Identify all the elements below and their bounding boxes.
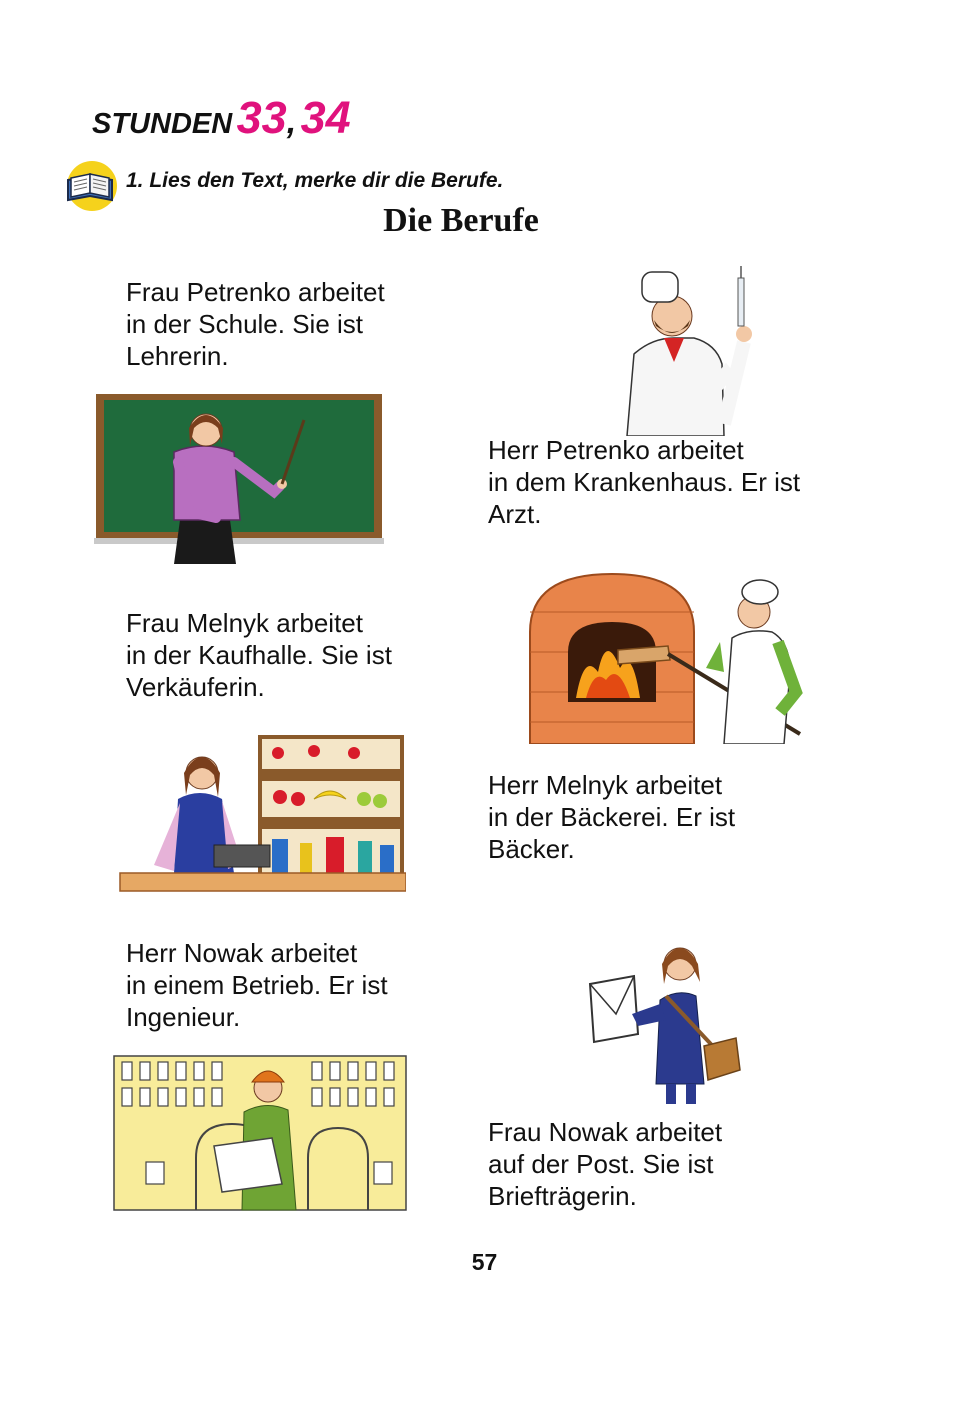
- paragraph-baker: [488, 769, 858, 865]
- paragraph-line: in der Bäckerei. Er ist: [488, 802, 736, 832]
- text-title: Die Berufe: [383, 202, 539, 239]
- paragraph-line: Bäcker.: [488, 834, 575, 864]
- page-number: 57: [471, 1249, 498, 1275]
- paragraph-line: auf der Post. Sie ist: [488, 1149, 714, 1179]
- baker-illustration: [528, 572, 808, 744]
- paragraph-line: Frau Petrenko arbeitet: [126, 277, 385, 307]
- paragraph-teacher: [126, 276, 456, 372]
- paragraph-engineer: [126, 937, 456, 1033]
- paragraph-line: in dem Krankenhaus. Er ist: [488, 467, 801, 497]
- lesson-label: STUNDEN: [92, 108, 233, 140]
- paragraph-doctor: [488, 434, 858, 530]
- paragraph-line: Arzt.: [488, 499, 542, 529]
- paragraph-postwoman: [488, 1116, 858, 1212]
- lesson-separator: ,: [286, 103, 297, 141]
- task-instruction: 1. Lies den Text, merke dir die Berufe.: [126, 169, 504, 192]
- paragraph-line: Frau Nowak arbeitet: [488, 1117, 723, 1147]
- lesson-number-b: 34: [300, 92, 351, 143]
- paragraph-line: Herr Melnyk arbeitet: [488, 770, 723, 800]
- paragraph-line: in der Kaufhalle. Sie ist: [126, 640, 392, 670]
- paragraph-line: Verkäuferin.: [126, 672, 265, 702]
- paragraph-line: Herr Nowak arbeitet: [126, 938, 358, 968]
- paragraph-seller: [126, 607, 456, 703]
- engineer-illustration: [112, 1054, 408, 1214]
- lesson-number-a: 33: [236, 92, 287, 143]
- paragraph-line: Ingenieur.: [126, 1002, 241, 1032]
- lesson-heading: [92, 92, 351, 144]
- paragraph-line: in der Schule. Sie ist: [126, 309, 364, 339]
- paragraph-line: Frau Melnyk arbeitet: [126, 608, 363, 638]
- paragraph-line: Herr Petrenko arbeitet: [488, 435, 744, 465]
- seller-illustration: [118, 733, 406, 895]
- postwoman-illustration: [586, 934, 746, 1106]
- doctor-illustration: [612, 264, 762, 436]
- paragraph-line: Briefträgerin.: [488, 1181, 637, 1211]
- paragraph-line: in einem Betrieb. Er ist: [126, 970, 388, 1000]
- paragraph-line: Lehrerin.: [126, 341, 229, 371]
- teacher-illustration: [94, 392, 384, 564]
